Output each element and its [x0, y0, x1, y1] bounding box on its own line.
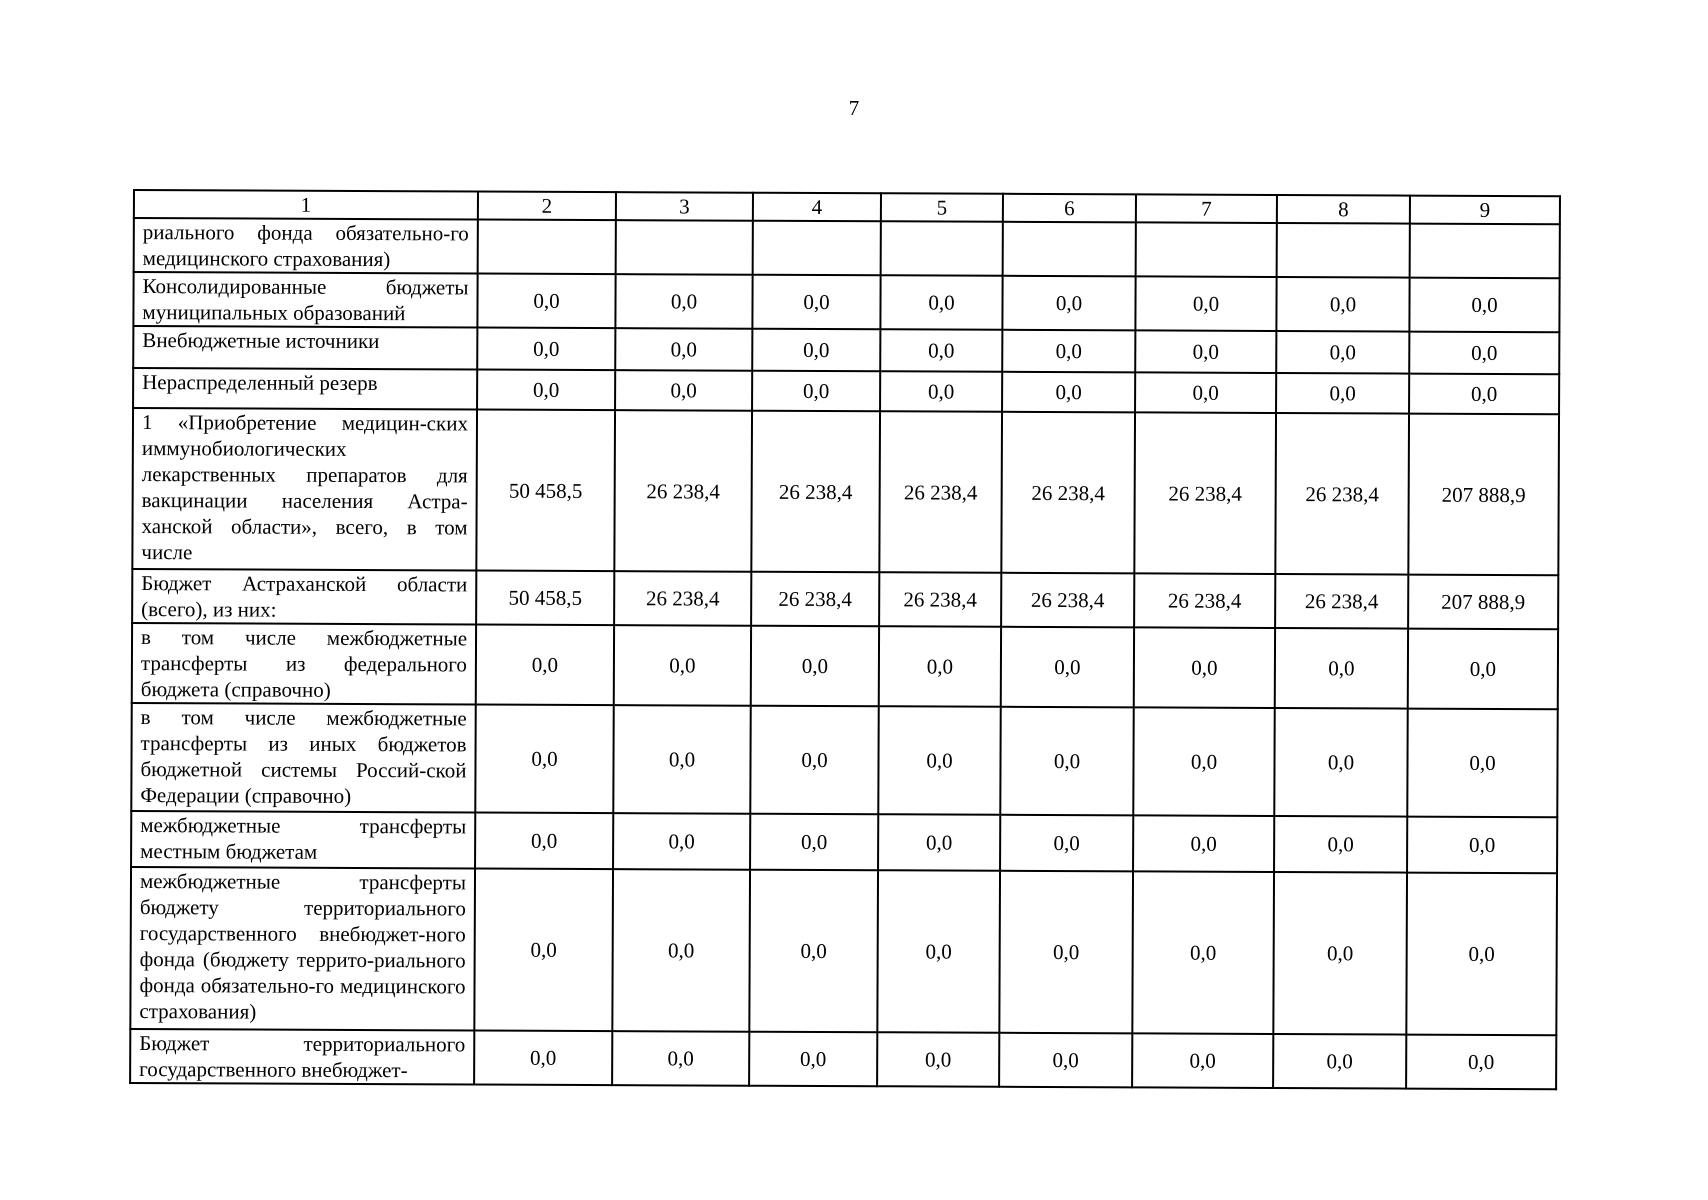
cell-value: 26 238,4	[614, 410, 752, 572]
column-header: 2	[478, 192, 616, 221]
cell-value: 0,0	[477, 370, 615, 411]
cell-value: 0,0	[1000, 815, 1133, 872]
cell-value	[478, 220, 616, 275]
column-header: 3	[616, 192, 753, 221]
cell-value: 0,0	[475, 812, 613, 869]
table-row	[132, 623, 1558, 709]
cell-value: 0,0	[1273, 1034, 1406, 1089]
column-header: 1	[134, 190, 478, 220]
row-label: межбюджетные трансферты бюджету территориального государственного внебюджет-ного фонда (бюджету террито-риального фонда обязательно-го медицинского страхования)	[130, 867, 475, 1030]
cell-value: 0,0	[1000, 707, 1133, 816]
cell-value: 0,0	[751, 626, 879, 707]
cell-value: 0,0	[750, 706, 878, 815]
cell-value: 0,0	[1002, 276, 1135, 331]
cell-value: 0,0	[1133, 707, 1274, 816]
column-header: 6	[1003, 194, 1136, 223]
cell-value: 26 238,4	[879, 572, 1001, 627]
cell-value	[1003, 222, 1136, 277]
cell-value	[1410, 224, 1560, 279]
cell-value: 0,0	[880, 371, 1002, 412]
cell-value: 0,0	[1001, 627, 1134, 708]
cell-value: 0,0	[612, 869, 750, 1032]
cell-value: 0,0	[750, 814, 878, 871]
cell-value: 0,0	[1002, 330, 1135, 373]
cell-value: 0,0	[475, 705, 613, 814]
cell-value: 0,0	[1409, 332, 1559, 375]
cell-value: 0,0	[1135, 372, 1276, 413]
cell-value: 26 238,4	[1134, 412, 1276, 574]
table-row	[132, 408, 1559, 575]
row-label: в том числе межбюджетные трансферты из федерального бюджета (справочно)	[132, 623, 476, 705]
row-label: Бюджет Астраханской области (всего), из них:	[132, 569, 476, 625]
row-label: Бюджет территориального государственного внебюджет-	[130, 1029, 474, 1085]
column-header: 8	[1277, 195, 1410, 224]
cell-value: 0,0	[1132, 1033, 1273, 1088]
cell-value: 207 888,9	[1408, 414, 1559, 576]
page-number: 7	[848, 96, 860, 120]
cell-value: 0,0	[1134, 627, 1275, 708]
cell-value: 26 238,4	[1001, 573, 1134, 628]
cell-value: 0,0	[1273, 872, 1407, 1035]
cell-value: 26 238,4	[1275, 413, 1409, 575]
cell-value: 0,0	[1408, 629, 1558, 710]
row-label: Внебюджетные источники	[133, 326, 477, 370]
cell-value: 0,0	[879, 626, 1001, 707]
cell-value: 0,0	[1407, 709, 1557, 818]
cell-value: 0,0	[1407, 817, 1557, 874]
cell-value: 0,0	[615, 370, 752, 411]
cell-value: 0,0	[1002, 372, 1135, 413]
table-row	[133, 326, 1559, 374]
row-label: межбюджетные трансферты местным бюджетам	[131, 811, 475, 869]
cell-value: 0,0	[1135, 330, 1276, 373]
cell-value: 50 458,5	[476, 571, 614, 626]
cell-value: 0,0	[878, 814, 1000, 871]
cell-value: 26 238,4	[751, 411, 880, 573]
cell-value: 0,0	[752, 371, 880, 412]
cell-value: 26 238,4	[1001, 412, 1135, 574]
cell-value: 50 458,5	[476, 410, 615, 572]
cell-value: 0,0	[1133, 815, 1274, 872]
cell-value: 0,0	[615, 274, 752, 329]
cell-value: 26 238,4	[751, 572, 879, 627]
cell-value: 0,0	[1406, 873, 1557, 1036]
cell-value: 0,0	[1409, 278, 1559, 333]
cell-value: 0,0	[1276, 331, 1409, 374]
cell-value: 0,0	[878, 706, 1000, 815]
table-row	[132, 569, 1558, 629]
cell-value: 0,0	[477, 274, 615, 329]
cell-value: 0,0	[615, 328, 752, 371]
cell-value: 0,0	[1276, 277, 1409, 332]
cell-value: 0,0	[1406, 1035, 1556, 1090]
cell-value	[881, 221, 1003, 276]
cell-value: 0,0	[474, 1030, 612, 1085]
cell-value: 26 238,4	[879, 411, 1002, 573]
column-header: 4	[753, 193, 881, 222]
cell-value	[753, 221, 881, 276]
cell-value: 0,0	[1409, 374, 1559, 415]
cell-value: 0,0	[614, 625, 751, 706]
cell-value: 0,0	[613, 813, 750, 870]
table-row	[130, 1029, 1556, 1089]
cell-value: 0,0	[752, 329, 880, 372]
row-label: 1 «Приобретение медицин-ских иммунобиологических лекарственных препаратов для вакцинации населения Астра-ханской области», всего, в том числе	[132, 408, 477, 570]
cell-value: 0,0	[880, 275, 1002, 330]
cell-value: 0,0	[880, 329, 1002, 372]
cell-value: 0,0	[1274, 816, 1407, 873]
cell-value: 0,0	[877, 1032, 999, 1087]
cell-value: 26 238,4	[1134, 573, 1275, 628]
cell-value: 0,0	[749, 870, 878, 1033]
cell-value: 207 888,9	[1408, 575, 1558, 630]
cell-value	[1136, 222, 1277, 277]
row-label: риального фонда обязательно-го медицинского страхования)	[134, 218, 478, 274]
cell-value	[1277, 223, 1410, 278]
cell-value: 0,0	[999, 1033, 1132, 1088]
cell-value: 0,0	[1132, 871, 1274, 1034]
table-row	[133, 368, 1559, 414]
table-row	[134, 218, 1560, 278]
column-header: 7	[1136, 194, 1277, 223]
cell-value: 26 238,4	[1275, 574, 1408, 629]
cell-value: 0,0	[752, 275, 880, 330]
cell-value: 26 238,4	[614, 571, 751, 626]
table-row	[131, 811, 1557, 873]
cell-value: 0,0	[1275, 628, 1408, 709]
cell-value: 0,0	[1135, 276, 1276, 331]
cell-value: 0,0	[1274, 708, 1407, 817]
cell-value: 0,0	[877, 870, 1000, 1033]
cell-value: 0,0	[613, 705, 750, 814]
cell-value: 0,0	[999, 871, 1133, 1034]
table-row	[130, 867, 1557, 1035]
row-label: в том числе межбюджетные трансферты из иных бюджетов бюджетной системы Россий-ской Федерации (справочно)	[131, 703, 475, 813]
row-label: Консолидированные бюджеты муниципальных образований	[133, 272, 477, 328]
table-row	[133, 272, 1559, 332]
cell-value: 0,0	[612, 1031, 749, 1086]
column-header: 9	[1410, 196, 1560, 225]
table-row	[131, 703, 1557, 817]
cell-value: 0,0	[474, 868, 613, 1031]
cell-value: 0,0	[749, 1032, 877, 1087]
column-header: 5	[881, 193, 1003, 222]
row-label: Нераспределенный резерв	[133, 368, 477, 410]
cell-value: 0,0	[477, 328, 615, 371]
cell-value	[616, 220, 753, 275]
budget-table	[129, 189, 1561, 1090]
cell-value: 0,0	[476, 625, 614, 706]
cell-value: 0,0	[1276, 373, 1409, 414]
